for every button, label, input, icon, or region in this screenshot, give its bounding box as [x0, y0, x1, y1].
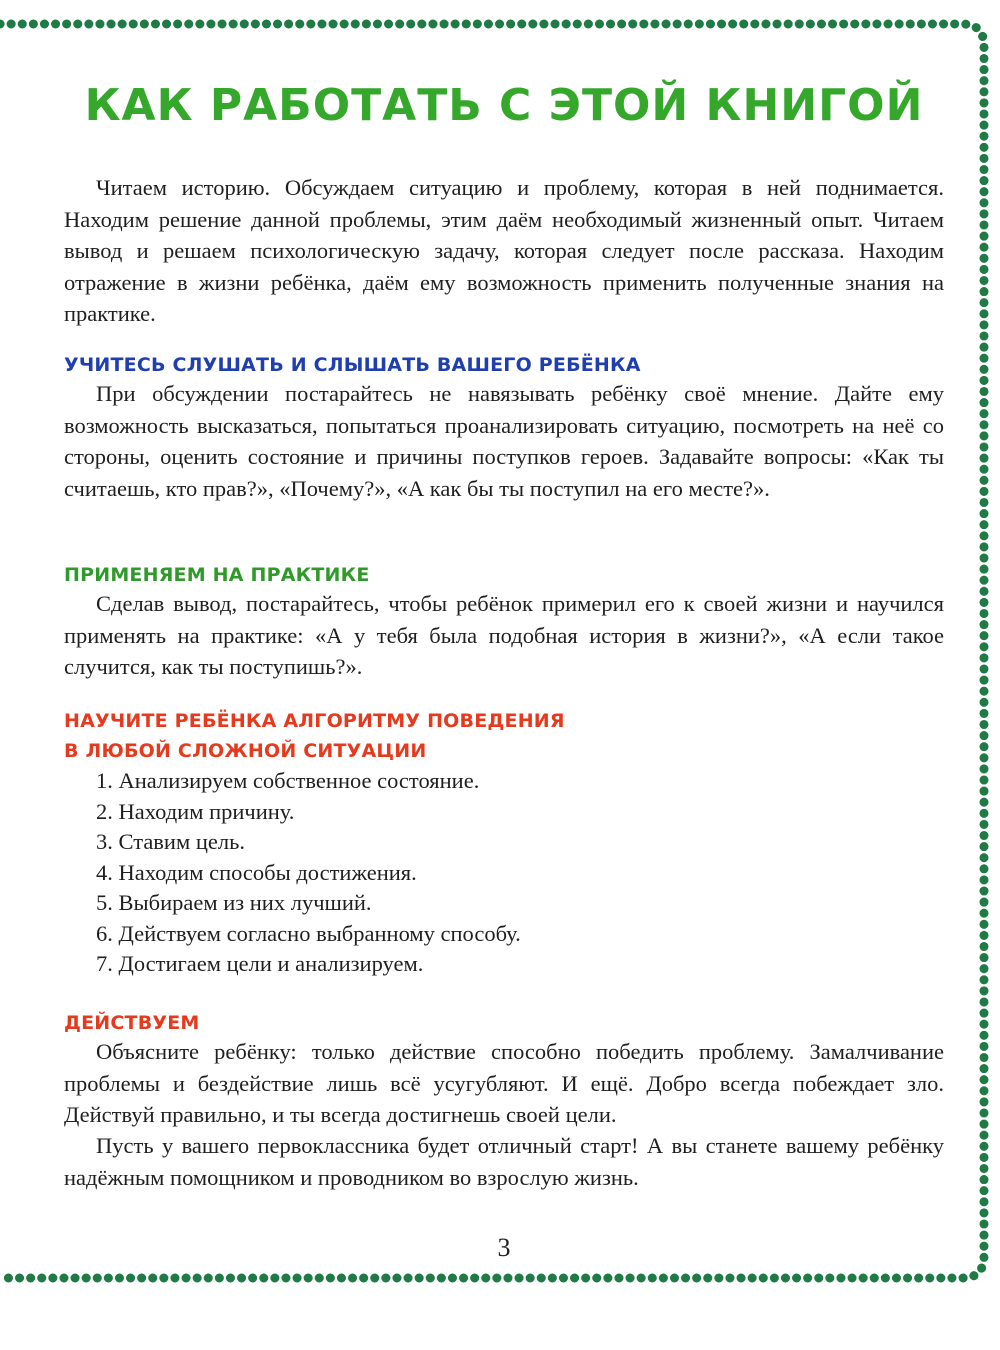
section-heading-act: ДЕЙСТВУЕМ — [64, 1012, 200, 1034]
section-text-practice: Сделав вывод, постарайтесь, чтобы ребёнок примерил его к своей жизни и научился применять на практике: «А у тебя была подобная история в жизни?», «А если такое случится, как ты поступишь?». — [64, 591, 944, 679]
list-item: 1. Анализируем собственное состояние. — [96, 768, 480, 793]
section-heading-algorithm-line1: НАУЧИТЕ РЕБЁНКА АЛГОРИТМУ ПОВЕДЕНИЯ — [64, 710, 565, 732]
intro-paragraph: Читаем историю. Обсуждаем ситуацию и проблему, которая в ней поднимается. Находим решение данной проблемы, этим даём необходимый жизненный опыт. Читаем вывод и решаем психологическую задачу, которая следует после рассказа. Находим отражение в жизни ребёнка, даём ему возможность применить полученные знания на практике. — [64, 175, 944, 326]
page-title: КАК РАБОТАТЬ С ЭТОЙ КНИГОЙ — [84, 80, 924, 131]
section-heading-listen: УЧИТЕСЬ СЛУШАТЬ И СЛЫШАТЬ ВАШЕГО РЕБЁНКА — [64, 354, 641, 376]
section-text-listen: При обсуждении постарайтесь не навязывать ребёнку своё мнение. Дайте ему возможность высказаться, попытаться проанализировать ситуацию, посмотреть на неё со стороны, оценить состояние и причины поступков героев. Задавайте вопросы: «Как ты считаешь, кто прав?», «Почему?», «А как бы ты поступил на его месте?». — [64, 381, 944, 501]
list-item: 6. Действуем согласно выбранному способу. — [96, 920, 521, 946]
list-item: 7. Достигаем цели и анализируем. — [96, 951, 424, 976]
section-text-act-1: Объясните ребёнку: только действие способно победить проблему. Замалчивание проблемы и бездействие лишь всё усугубляют. И ещё. Добро всегда побеждает зло. Действуй правильно, и ты всегда достигнешь своей цели. — [64, 1039, 944, 1127]
section-heading-practice: ПРИМЕНЯЕМ НА ПРАКТИКЕ — [64, 564, 370, 586]
algorithm-steps-list — [96, 766, 521, 980]
section-text-act-2: Пусть у вашего первоклассника будет отличный старт! А вы станете вашему ребёнку надёжным помощником и проводником во взрослую жизнь. — [64, 1133, 944, 1190]
list-item: 3. Ставим цель. — [96, 829, 245, 854]
list-item: 5. Выбираем из них лучший. — [96, 890, 372, 915]
list-item: 2. Находим причину. — [96, 798, 295, 824]
page-number: 3 — [497, 1233, 511, 1262]
list-item: 4. Находим способы достижения. — [96, 859, 417, 885]
section-heading-algorithm-line2: В ЛЮБОЙ СЛОЖНОЙ СИТУАЦИИ — [64, 740, 427, 762]
